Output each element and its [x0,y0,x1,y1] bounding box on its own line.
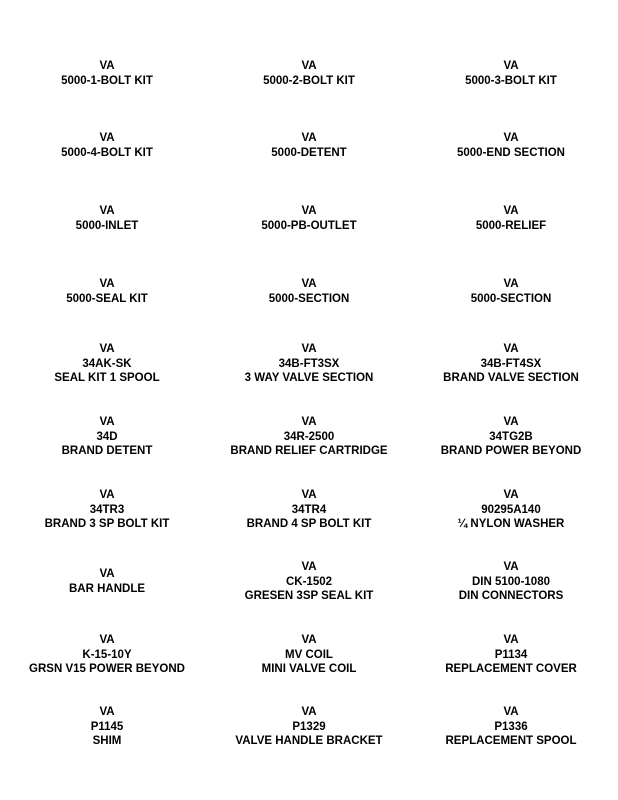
label-line: P1336 [494,720,528,733]
label-line: VA [503,634,519,646]
label-line: P1329 [292,720,326,733]
label-line: 34TR4 [291,503,327,516]
label-line: 5000-4-BOLT KIT [61,146,153,159]
label-28 [7,705,207,749]
label-23 [209,560,409,604]
label-line: VA [301,706,317,718]
label-line: 5000-DETENT [271,146,347,159]
label-line: VA [301,205,317,217]
label-line: DIN 5100-1080 [472,575,550,588]
label-4 [7,131,207,160]
label-line: VA [503,489,519,501]
label-line: 3 WAY VALVE SECTION [244,372,374,384]
label-line: 34AK-SK [82,357,132,370]
label-line: VA [301,634,317,646]
label-line: VA [503,416,519,428]
label-line: VA [503,343,519,355]
label-14 [209,342,409,386]
label-1 [7,59,207,88]
label-line: VA [503,278,519,290]
label-line: 34TG2B [489,430,533,443]
label-line: BRAND RELIEF CARTRIDGE [230,445,388,457]
label-line: DIN CONNECTORS [458,590,564,602]
label-7 [7,204,207,233]
label-line: VA [503,561,519,573]
label-22 [7,567,207,596]
label-line: VA [99,706,115,718]
label-line: 34TR3 [89,503,125,516]
label-line: VA [503,706,519,718]
label-line: VA [503,132,519,144]
label-line: 5000-3-BOLT KIT [465,74,557,87]
label-line: BAR HANDLE [68,582,146,595]
label-27 [411,633,611,677]
label-line: ¼ NYLON WASHER [457,518,565,530]
label-line: VA [99,568,115,580]
label-12 [411,277,611,306]
label-line: VA [99,60,115,72]
label-line: VA [301,132,317,144]
label-line: 5000-SEAL KIT [66,292,148,305]
label-line: VA [99,416,115,428]
label-line: GRESEN 3SP SEAL KIT [244,590,374,602]
label-line: 5000-SECTION [268,292,350,305]
label-11 [209,277,409,306]
label-20 [209,488,409,532]
label-line: BRAND 3 SP BOLT KIT [44,518,170,530]
label-line: 34R-2500 [283,430,335,443]
label-line: 90295A140 [481,503,541,516]
label-line: VA [301,489,317,501]
label-3 [411,59,611,88]
label-line: GRSN V15 POWER BEYOND [29,663,185,675]
label-line: 5000-2-BOLT KIT [263,74,355,87]
label-26 [209,633,409,677]
label-line: 5000-RELIEF [475,219,547,232]
label-line: VA [301,343,317,355]
label-24 [411,560,611,604]
label-line: VA [301,561,317,573]
label-8 [209,204,409,233]
label-line: VA [99,278,115,290]
label-line: BRAND VALVE SECTION [443,372,579,384]
label-18 [411,415,611,459]
label-line: VA [503,205,519,217]
label-line: P1134 [494,648,528,661]
label-line: REPLACEMENT COVER [445,663,577,675]
label-line: 5000-INLET [75,219,139,232]
label-line: VA [99,205,115,217]
label-line: BRAND 4 SP BOLT KIT [246,518,372,530]
label-5 [209,131,409,160]
label-30 [411,705,611,749]
label-line: CK-1502 [285,575,333,588]
label-line: MINI VALVE COIL [261,663,357,675]
label-line: 34B-FT4SX [480,357,542,370]
label-line: BRAND POWER BEYOND [440,445,582,457]
label-16 [7,415,207,459]
label-19 [7,488,207,532]
label-line: VA [99,634,115,646]
label-9 [411,204,611,233]
label-line: 5000-1-BOLT KIT [61,74,153,87]
label-line: 5000-PB-OUTLET [261,219,357,232]
label-15 [411,342,611,386]
label-17 [209,415,409,459]
label-line: BRAND DETENT [61,445,153,457]
label-25 [7,633,207,677]
label-21 [411,488,611,532]
label-line: SEAL KIT 1 SPOOL [54,372,160,384]
label-line: 34B-FT3SX [278,357,340,370]
label-line: VA [99,343,115,355]
label-line: 5000-SECTION [470,292,552,305]
label-line: K-15-10Y [82,648,132,661]
label-line: 34D [96,430,118,443]
label-line: VA [99,489,115,501]
label-line: SHIM [92,735,122,747]
label-line: REPLACEMENT SPOOL [445,735,577,747]
label-29 [209,705,409,749]
label-line: VA [301,416,317,428]
label-line: P1145 [90,720,124,733]
label-2 [209,59,409,88]
label-6 [411,131,611,160]
label-line: VA [301,60,317,72]
label-line: VA [99,132,115,144]
label-13 [7,342,207,386]
label-line: 5000-END SECTION [456,146,565,159]
label-line: VA [503,60,519,72]
label-line: VA [301,278,317,290]
label-10 [7,277,207,306]
label-line: MV COIL [285,648,333,661]
label-line: VALVE HANDLE BRACKET [235,735,383,747]
